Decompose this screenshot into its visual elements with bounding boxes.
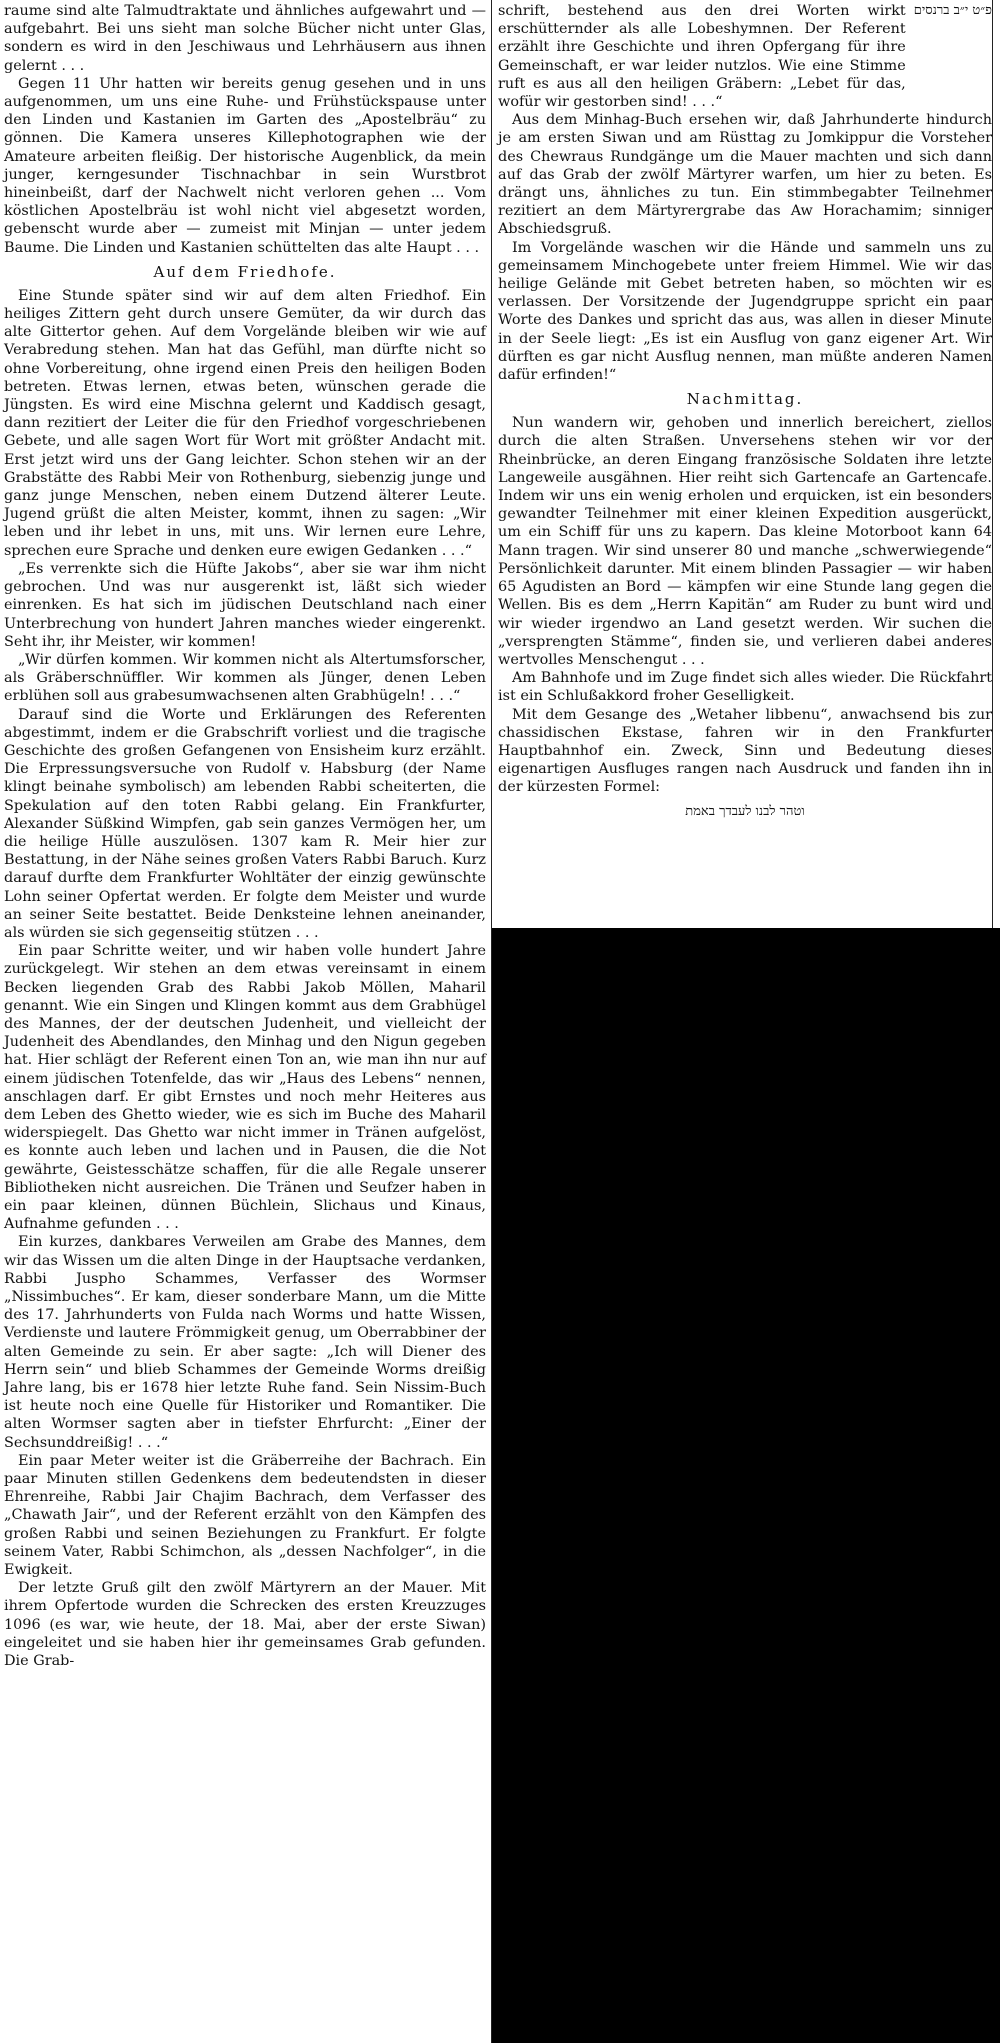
blank-area <box>492 928 1000 2043</box>
paragraph: Am Bahnhofe und im Zuge findet sich alles wieder. Die Rückfahrt ist ein Schlußakkord froher Geselligkeit. <box>498 670 992 705</box>
paragraph: Aus dem Minhag-Buch ersehen wir, daß Jahrhunderte hindurch je am ersten Siwan und am Rüsttag zu Jomkippur die Vorsteher des Chewraus Rundgänge um die Mauer machten und sich dann auf das Grab der zwölf Märtyrer warfen, um hier zu beten. Es drängt uns, ähnliches zu tun. Ein stimmbegabter Teilnehmer rezitiert an dem Märtyrergrabe das Aw Horachamim; sinniger Abschiedsgruß. <box>498 112 992 238</box>
paragraph: Der letzte Gruß gilt den zwölf Märtyrern an der Mauer. Mit ihrem Opfertode wurden die Schrecken des ersten Kreuzzuges 1096 (es war, wie heute, der 18. Mai, aber der erste Siwan) eingeleitet und sie haben hier ihr gemeinsames Grab gefunden. Die Grab- <box>4 1580 486 1670</box>
paragraph: Eine Stunde später sind wir auf dem alten Friedhof. Ein heiliges Zittern geht durch unsere Gemüter, da wir durch das alte Gittertor gehen. Auf dem Vorgelände bleiben wir wie auf Verabredung stehen. Man hat das Gefühl, man dürfte nicht so ohne Vorbereitung, ohne irgend einen Preis den heiligen Boden betreten. Etwas lernen, etwas beten, wünschen gerade die Jüngsten. Es wird eine Mischna gelernt und Kaddisch gesagt, dann rezitiert der Leiter die für den Friedhof vorgeschriebenen Gebete, und alle sagen Wort für Wort mit größter Andacht mit. Erst jetzt wird uns der Gang leichter. Schon stehen wir an der Grabstätte des Rabbi Meir von Rothenburg, siebenzig junge und ganz junge Menschen, neben einem Dutzend älterer Leute. Jugend grüßt die alten Meister, kommt, ihnen zu sagen: „Wir leben und ihr lebet in uns, mit uns. Wir lernen eure Lehre, sprechen eure Sprache und denken eure ewigen Gedanken . . .“ <box>4 287 486 559</box>
paragraph: Ein paar Meter weiter ist die Gräberreihe der Bachrach. Ein paar Minuten stillen Gedenkens dem bedeutendsten in dieser Ehrenreihe, Rabbi Jair Chajim Bachrach, dem Verfasser des „Chawath Jair“, und der Referent erzählt von den Kämpfen des großen Rabbi und seinen Beziehungen zu Frankfurt. Er folgte seinem Vater, Rabbi Schimchon, als „dessen Nachfolger“, in die Ewigkeit. <box>4 1452 486 1579</box>
paragraph: „Wir dürfen kommen. Wir kommen nicht als Altertumsforscher, als Gräberschnüffler. Wir kommen als Jünger, denen Leben erblühen soll aus grabesumwachsenen alten Grabhügeln! . . .“ <box>4 651 486 705</box>
column-edge-rule <box>992 0 993 928</box>
left-column <box>0 0 492 2043</box>
section-heading-friedhof: Auf dem Friedhofe. <box>153 262 337 281</box>
right-column <box>492 0 1000 928</box>
paragraph: schrift, bestehend aus den drei Worten wirkt erschütternder als alle Lobeshymnen. Der Referent erzählt ihre Geschichte und ihren Opfergang für ihre Gemeinschaft, er war leider nutzlos. Wie eine Stimme ruft es aus all den heiligen Gräbern: „Lebet für das, wofür wir gestorben sind! . . .“ <box>498 3 906 111</box>
paragraph: Mit dem Gesange des „Wetaher libbenu“, anwachsend bis zur chassidischen Ekstase, fahren wir in den Frankfurter Hauptbahnhof ein. Zweck, Sinn und Bedeutung dieses eigenartigen Ausfluges rangen nach Ausdruck und fanden ihn in der kürzesten Formel: <box>498 706 992 796</box>
paragraph: Nun wandern wir, gehoben und innerlich bereichert, ziellos durch die alten Straßen. Unversehens stehen wir vor der Rheinbrücke, an deren Eingang französische Soldaten ihre letzte Langeweile ausgähnen. Hier reiht sich Gartencafe an Gartencafe. Indem wir uns ein wenig erholen und erquicken, ist ein besonders gewandter Teilnehmer mit einer kleinen Expedition ausgerückt, um ein Schiff für uns zu kapern. Das kleine Motorboot kann 64 Mann tragen. Wir sind unserer 80 und manche „schwerwiegende“ Persönlichkeit darunter. Mit einem blinden Passagier — wir haben 65 Agudisten an Bord — kämpfen wir eine Stunde lang gegen die Wellen. Bis es dem „Herrn Kapitän“ am Ruder zu bunt wird und wir wieder irgendwo an Land gesetzt werden. Wir suchen die „versprengten Stämme“, finden sie, und verlieren dabei anderes wertvolles Menschengut . . . <box>498 415 992 668</box>
paragraph: Ein paar Schritte weiter, und wir haben volle hundert Jahre zurückgelegt. Wir stehen an dem etwas vereinsamt in einem Becken liegenden Grab des Rabbi Jakob Möllen, Maharil genannt. Wie ein Singen und Klingen kommt aus dem Grabhügel des Mannes, der der deutschen Judenheit, und vielleicht der Judenheit des Abendlandes, den Minhag und den Nigun gegeben hat. Hier schlägt der Referent einen Ton an, wie man ihn nur auf einem jüdischen Totenfelde, das wir „Haus des Lebens“ nennen, anschlagen darf. Er gibt Ernstes und noch mehr Heiteres aus dem Leben des Ghetto wieder, wie es sich im Buche des Maharil widerspiegelt. Das Ghetto war nicht immer in Tränen aufgelöst, es konnte auch leben und lachen und in Pausen, die die Not gewährte, Geistesschätze schaffen, für die alle Regale unserer Bibliotheken nicht ausreichen. Die Tränen und Seufzer haben in ein paar kleinen, dünnen Büchlein, Slichaus und Kinaus, Aufnahme gefunden . . . <box>4 943 486 1233</box>
paragraph: Im Vorgelände waschen wir die Hände und sammeln uns zu gemeinsamem Minchogebete unter freiem Himmel. Wie wir das heilige Gelände mit Gebet betreten haben, so möchten wir es verlassen. Der Vorsitzende der Jugendgruppe spricht ein paar Worte des Dankes und spricht das aus, was allen in dieser Minute in der Seele liegt: „Es ist ein Ausflug von ganz eigener Art. Wir dürften es gar nicht Ausflug nennen, man müßte anderen Namen dafür erfinden!“ <box>498 239 992 384</box>
paragraph: raume sind alte Talmudtraktate und ähnliches aufgewahrt und — aufgebahrt. Bei uns sieht man solche Bücher nicht unter Glas, sondern es wird in den Jeschiwaus und Lehrhäusern aus ihnen gelernt . . . <box>4 3 486 74</box>
paragraph-with-hebrew <box>498 2 992 111</box>
paragraph: Ein kurzes, dankbares Verweilen am Grabe des Mannes, dem wir das Wissen um die alten Dinge in der Hauptsache verdanken, Rabbi Juspho Schammes, Verfasser des Wormser „Nissimbuches“. Er kam, dieser sonderbare Mann, um die Mitte des 17. Jahrhunderts von Fulda nach Worms und hatte Wissen, Verdienste und lautere Frömmigkeit genug, um Oberrabbiner der alten Gemeinde zu sein. Er aber sagte: „Ich will Diener des Herrn sein“ und blieb Schammes der Gemeinde Worms dreißig Jahre lang, bis er 1678 hier letzte Ruhe fand. Sein Nissim-Buch ist heute noch eine Quelle für Historiker und Romantiker. Die alten Wormser sagten aber in tiefster Ehrfurcht: „Einer der Sechsunddreißig! . . .“ <box>4 1234 486 1451</box>
section-heading-nachmittag: Nachmittag. <box>686 390 804 409</box>
paragraph: Gegen 11 Uhr hatten wir bereits genug gesehen und in uns aufgenommen, um uns eine Ruhe- und Frühstückspause unter den Linden und Kastanien im Garten des „Apostelbräu“ zu gönnen. Die Kamera unseres Killephotographen wie der Amateure arbeiten fleißig. Der historische Augenblick, da mein junger, kerngesunder Tischnachbar in sein Wurstbrot hineinbeißt, darf der Nachwelt nicht verloren gehen ... Vom köstlichen Apostelbräu ist wohl nicht viel abgesetzt worden, gebenscht wurde aber — zumeist mit Minjan — unter jedem Baume. Die Linden und Kastanien schüttelten das alte Haupt . . . <box>4 75 486 256</box>
paragraph: Darauf sind die Worte und Erklärungen des Referenten abgestimmt, indem er die Grabschrift vorliest und die tragische Geschichte des großen Gefangenen von Ensisheim kurz erzählt. Die Erpressungsversuche von Rudolf v. Habsburg (der Name klingt beinahe symbolisch) am lebenden Rabbi scheiterten, die Spekulation auf den toten Rabbi gelang. Ein Frankfurter, Alexander Süßkind Wimpfen, gab sein ganzes Vermögen her, um die heilige Hülle auszulösen. 1307 kam R. Meir hier zur Bestattung, in der Nähe seines großen Vaters Rabbi Baruch. Kurz darauf durfte dem Frankfurter Wohltäter der einzig gewünschte Lohn seiner Opfertat werden. Er folgte dem Meister und wurde an seiner Seite bestattet. Beide Denksteine lehnen aneinander, als würden sie sich gegenseitig stützen . . . <box>4 706 486 941</box>
paragraph: „Es verrenkte sich die Hüfte Jakobs“, aber sie war ihm nicht gebrochen. Und was nur ausgerenkt ist, läßt sich wieder einrenken. Es hat sich im jüdischen Deutschland nach einer Unterbrechung von hundert Jahren manches wieder eingerenkt. Seht ihr, ihr Meister, wir kommen! <box>4 560 486 650</box>
hebrew-formula: וטהר לבנו לעבדך באמת <box>685 803 805 819</box>
hebrew-inscription: פ״ט י״ב ברנסים <box>913 3 992 18</box>
